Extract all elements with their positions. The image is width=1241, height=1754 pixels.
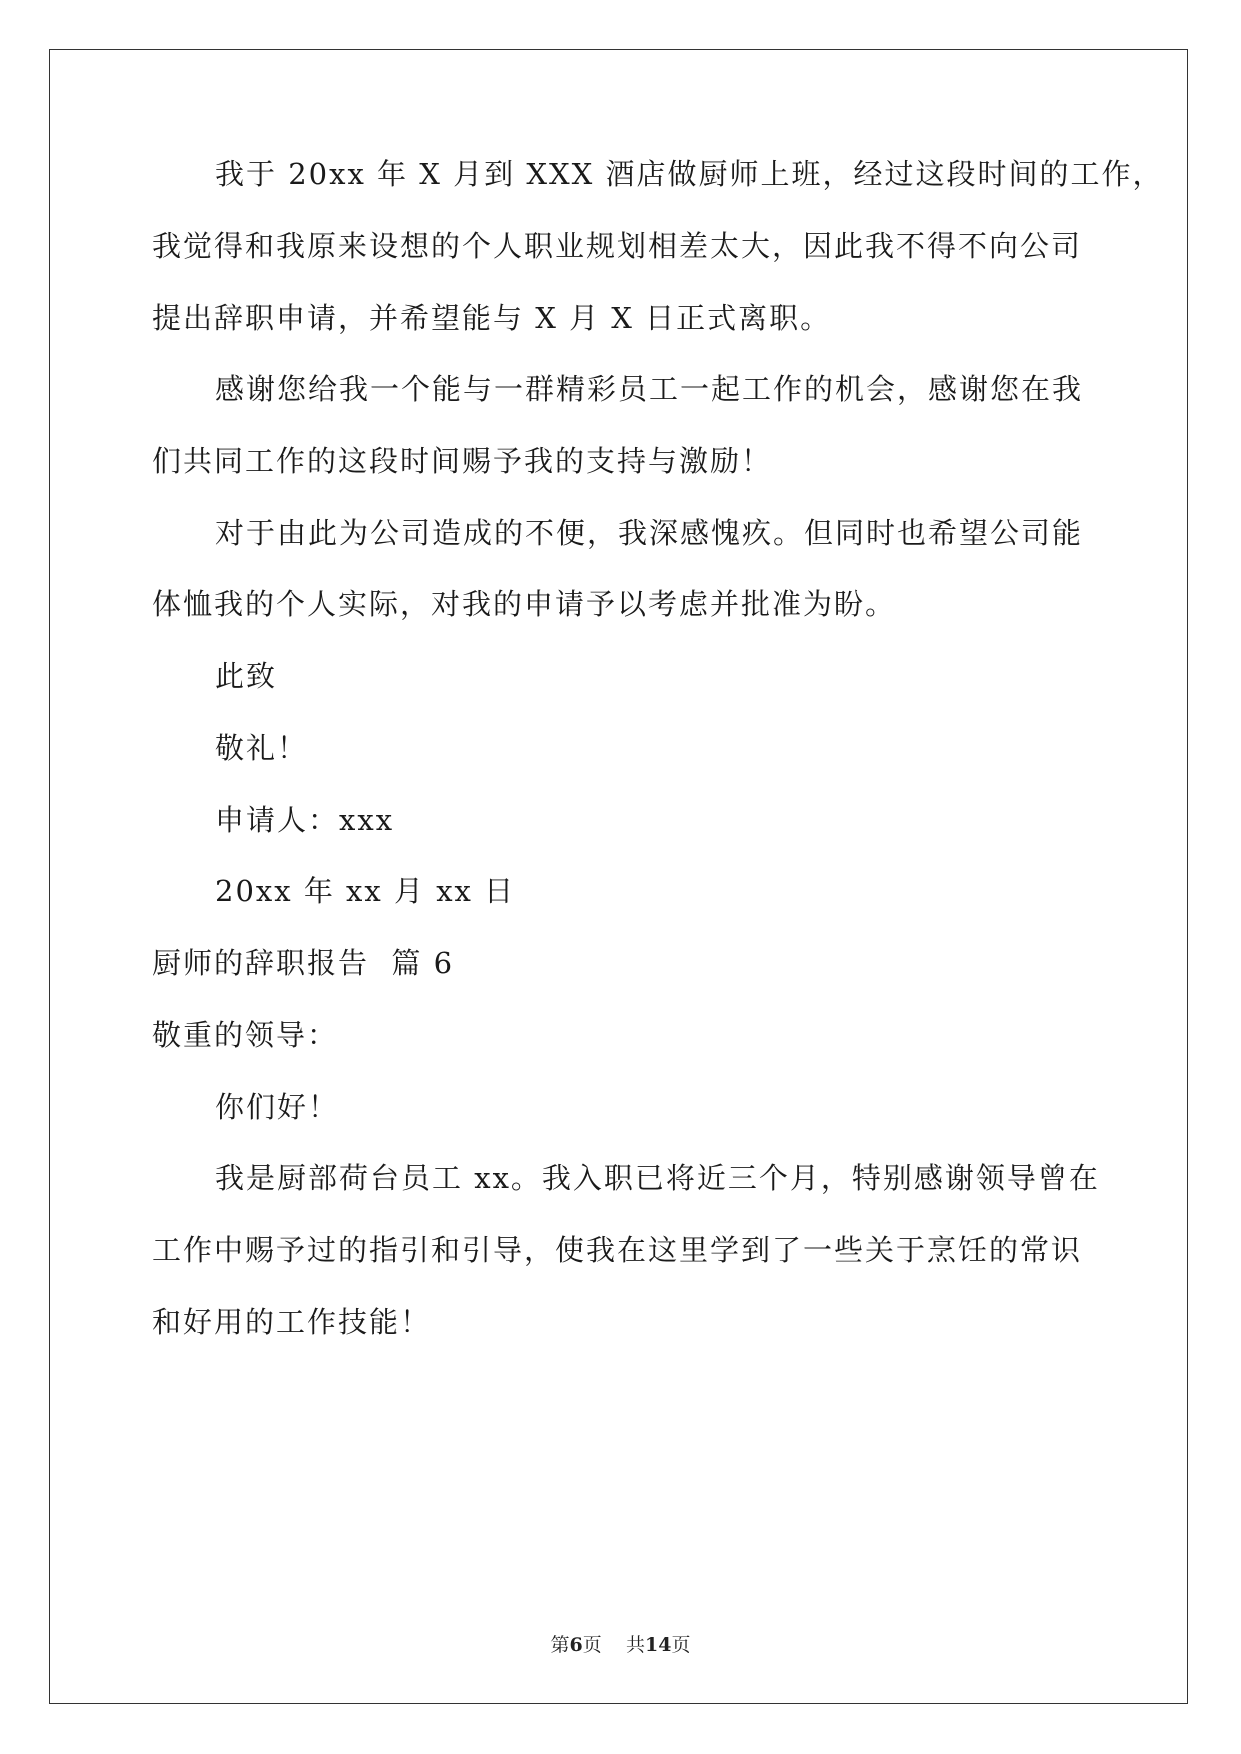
page-footer xyxy=(0,1632,1241,1658)
letter-greeting: 敬重的领导： xyxy=(152,1018,339,1052)
page-suffix: 页 xyxy=(582,1634,602,1656)
page-number: 6 xyxy=(569,1634,583,1656)
body-line-7: 体恤我的个人实际，对我的申请予以考虑并批准为盼。 xyxy=(152,587,897,621)
body-line-10: 和好用的工作技能！ xyxy=(152,1305,432,1339)
body-line-3: 提出辞职申请，并希望能与 X 月 X 日正式离职。 xyxy=(152,301,832,335)
page-prefix: 第 xyxy=(550,1634,570,1656)
body-line-2: 我觉得和我原来设想的个人职业规划相差太大，因此我不得不向公司 xyxy=(152,229,1083,263)
applicant-signature: 申请人：xxx xyxy=(215,803,395,837)
total-suffix: 页 xyxy=(671,1634,691,1656)
body-line-5: 们共同工作的这段时间赐予我的支持与激励！ xyxy=(152,444,773,478)
body-line-4: 感谢您给我一个能与一群精彩员工一起工作的机会，感谢您在我 xyxy=(215,372,1084,406)
body-line-9: 工作中赐予过的指引和引导，使我在这里学到了一些关于烹饪的常识 xyxy=(152,1233,1083,1267)
body-line-8: 我是厨部荷台员工 xx。我入职已将近三个月，特别感谢领导曾在 xyxy=(215,1161,1100,1195)
total-pages: 14 xyxy=(644,1634,672,1656)
section-heading: 厨师的辞职报告 篇 6 xyxy=(152,946,455,980)
closing-salutation: 此致 xyxy=(215,659,278,693)
letter-date: 20xx 年 xx 月 xx 日 xyxy=(215,874,516,908)
body-line-6: 对于由此为公司造成的不便，我深感愧疚。但同时也希望公司能 xyxy=(215,516,1084,550)
closing-regards: 敬礼！ xyxy=(215,731,309,765)
greeting-hello: 你们好！ xyxy=(215,1090,340,1124)
body-line-1: 我于 20xx 年 X 月到 XXX 酒店做厨师上班，经过这段时间的工作， xyxy=(215,157,1164,191)
total-prefix: 共 xyxy=(625,1634,645,1656)
